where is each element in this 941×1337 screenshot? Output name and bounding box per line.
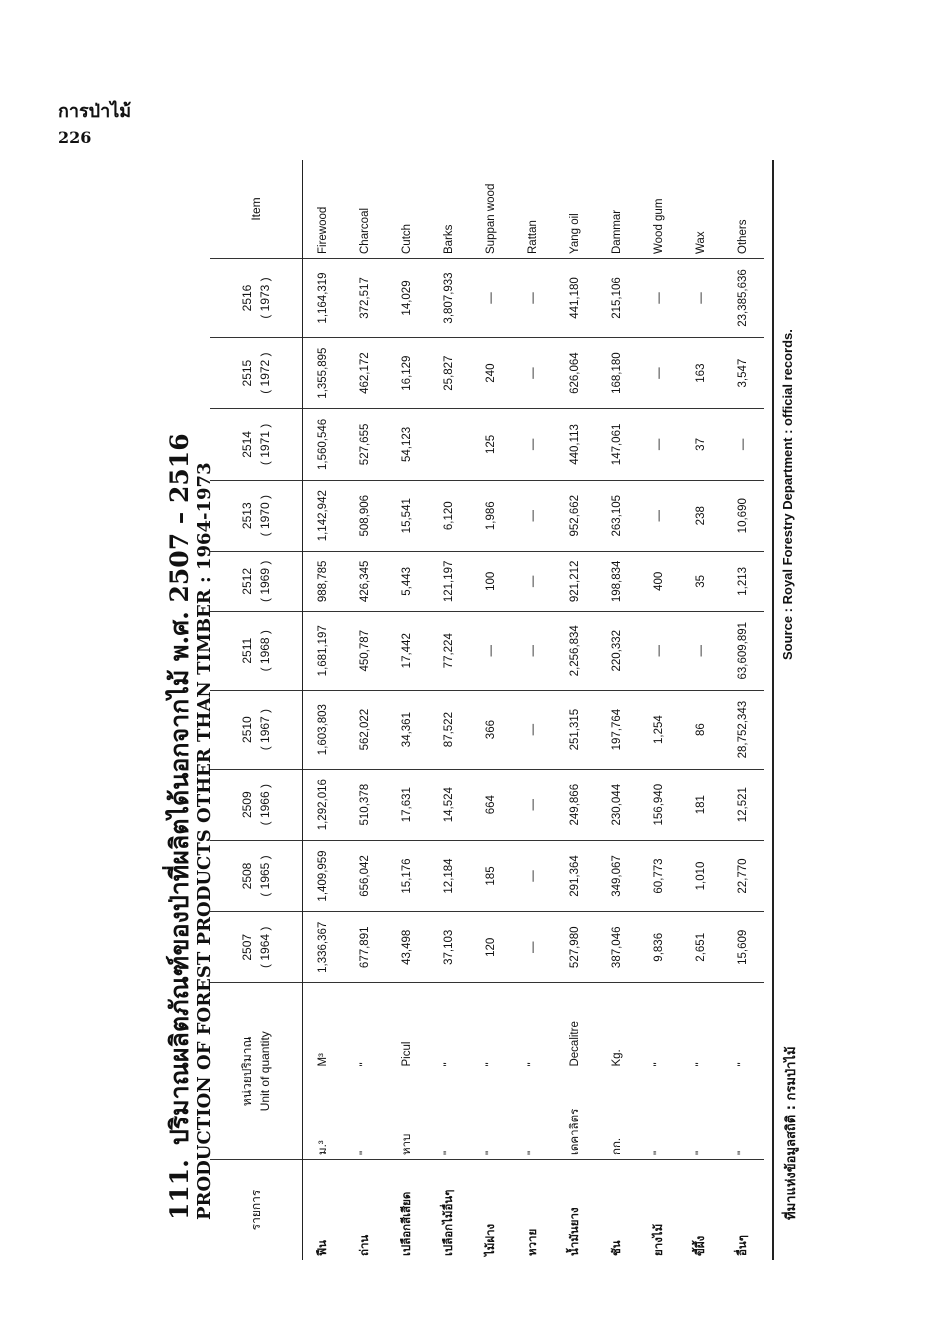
source-english: Source : Royal Forestry Department : official records. bbox=[780, 329, 795, 660]
value-cell: 656,042 bbox=[344, 840, 386, 911]
value-cell: 508,906 bbox=[344, 480, 386, 551]
value-cell: 5,443 bbox=[386, 551, 428, 611]
value-cell: 450,787 bbox=[344, 611, 386, 690]
value-cell: 168,180 bbox=[596, 337, 638, 408]
value-cell: 988,785 bbox=[302, 551, 344, 611]
value-cell: 440,113 bbox=[554, 409, 596, 480]
value-cell: — bbox=[638, 337, 680, 408]
value-cell: 86 bbox=[680, 690, 722, 769]
title-thai-text: ปริมาณผลิตภัณฑ์ของป่าที่ผลิตได้นอกจากไม้ พ.ศ. 2507 – 2516 bbox=[165, 433, 194, 1146]
year-ad: ( 1970 ) bbox=[257, 495, 272, 537]
year-ad: ( 1967 ) bbox=[257, 708, 272, 751]
value-cell: 1,355,895 bbox=[302, 337, 344, 408]
value-cell: — bbox=[722, 409, 764, 480]
table-body bbox=[302, 160, 764, 1260]
year-be: 2514 bbox=[239, 431, 254, 458]
value-cell: 263,105 bbox=[596, 480, 638, 551]
value-cell: 626,064 bbox=[554, 337, 596, 408]
item-thai-cell: ยางไม้ bbox=[651, 1223, 665, 1256]
table-title-english: PRODUCTION OF FOREST PRODUCTS OTHER THAN TIMBER : 1964-1973 bbox=[194, 462, 215, 1220]
value-cell: 100 bbox=[470, 551, 512, 611]
value-cell: 120 bbox=[470, 912, 512, 983]
col-header-year-5 bbox=[210, 551, 302, 611]
value-cell: — bbox=[638, 611, 680, 690]
value-cell: — bbox=[512, 480, 554, 551]
year-ad: ( 1973 ) bbox=[257, 277, 272, 319]
col-header-year-8 bbox=[210, 337, 302, 408]
value-cell: 2,651 bbox=[680, 912, 722, 983]
value-cell: 462,172 bbox=[344, 337, 386, 408]
value-cell: 527,980 bbox=[554, 912, 596, 983]
col-header-year-9 bbox=[210, 259, 302, 338]
value-cell: — bbox=[512, 551, 554, 611]
value-cell: 441,180 bbox=[554, 259, 596, 338]
source-thai: ที่มาแห่งข้อมูลสถิติ : กรมป่าไม้ bbox=[784, 1046, 799, 1220]
value-cell: 291,364 bbox=[554, 840, 596, 911]
table-number: 111. bbox=[165, 1159, 194, 1220]
col-header-unit bbox=[210, 983, 302, 1160]
item-english-cell: Suppan wood bbox=[470, 160, 512, 259]
value-cell: 1,681,197 bbox=[302, 611, 344, 690]
value-cell: 1,142,942 bbox=[302, 480, 344, 551]
value-cell: — bbox=[512, 611, 554, 690]
item-thai-cell: หวาย bbox=[525, 1228, 539, 1256]
unit-thai-cell: " bbox=[470, 1071, 512, 1160]
value-cell: 15,541 bbox=[386, 480, 428, 551]
unit-thai-cell: " bbox=[680, 1071, 722, 1160]
rotated-table-block bbox=[160, 160, 800, 1260]
value-cell: 677,891 bbox=[344, 912, 386, 983]
value-cell: — bbox=[512, 840, 554, 911]
value-cell: 238 bbox=[680, 480, 722, 551]
value-cell: 1,254 bbox=[638, 690, 680, 769]
value-cell: 562,022 bbox=[344, 690, 386, 769]
table-row bbox=[428, 160, 470, 1260]
value-cell: 185 bbox=[470, 840, 512, 911]
value-cell: 37,103 bbox=[428, 912, 470, 983]
table-row bbox=[554, 160, 596, 1260]
item-thai-cell: เปลือกไม้อื่นๆ bbox=[441, 1189, 455, 1256]
col-header-year-4 bbox=[210, 611, 302, 690]
unit-thai-cell: " bbox=[722, 1071, 764, 1160]
year-be: 2515 bbox=[239, 359, 254, 387]
unit-thai-cell: ม.³ bbox=[302, 1071, 344, 1160]
item-thai-cell: เปลือกสีเสียด bbox=[399, 1191, 413, 1256]
year-ad: ( 1971 ) bbox=[257, 423, 272, 466]
unit-english-cell: Picul bbox=[401, 1041, 413, 1067]
value-cell: 181 bbox=[680, 769, 722, 840]
col-header-year-7 bbox=[210, 409, 302, 480]
value-cell: 6,120 bbox=[428, 480, 470, 551]
item-thai-cell: อื่นๆ bbox=[735, 1235, 749, 1256]
value-cell: 1,603,803 bbox=[302, 690, 344, 769]
year-be: 2516 bbox=[239, 284, 254, 312]
item-english-cell: Charcoal bbox=[344, 160, 386, 259]
value-cell: — bbox=[512, 259, 554, 338]
value-cell: 1,336,367 bbox=[302, 912, 344, 983]
item-english-cell: Barks bbox=[428, 160, 470, 259]
value-cell: 17,631 bbox=[386, 769, 428, 840]
value-cell: — bbox=[638, 259, 680, 338]
value-cell: 87,522 bbox=[428, 690, 470, 769]
item-thai-cell: น้ำมันยาง bbox=[567, 1207, 581, 1256]
year-be: 2510 bbox=[239, 716, 254, 743]
running-header: การป่าไม้ bbox=[58, 101, 132, 122]
value-cell: 14,029 bbox=[386, 259, 428, 338]
bottom-rule bbox=[772, 160, 774, 1260]
unit-english-cell: Decalitre bbox=[569, 1021, 581, 1067]
value-cell: 15,609 bbox=[722, 912, 764, 983]
value-cell: 147,061 bbox=[596, 409, 638, 480]
year-be: 2508 bbox=[239, 862, 254, 890]
item-english-cell: Others bbox=[722, 160, 764, 259]
item-english-cell: Dammar bbox=[596, 160, 638, 259]
value-cell: 156,940 bbox=[638, 769, 680, 840]
value-cell: 220,332 bbox=[596, 611, 638, 690]
year-be: 2513 bbox=[239, 502, 254, 530]
item-thai-cell: ไม้ฝาง bbox=[483, 1223, 497, 1256]
value-cell: 240 bbox=[470, 337, 512, 408]
year-be: 2509 bbox=[239, 791, 254, 819]
value-cell: 17,442 bbox=[386, 611, 428, 690]
year-be: 2511 bbox=[239, 637, 254, 664]
value-cell: 249,866 bbox=[554, 769, 596, 840]
value-cell: 125 bbox=[470, 409, 512, 480]
value-cell: 349,067 bbox=[596, 840, 638, 911]
value-cell: 77,224 bbox=[428, 611, 470, 690]
unit-english-cell: " bbox=[653, 1062, 665, 1067]
value-cell: 426,345 bbox=[344, 551, 386, 611]
item-thai-cell: ชัน bbox=[609, 1240, 623, 1256]
value-cell: 387,046 bbox=[596, 912, 638, 983]
value-cell: — bbox=[638, 409, 680, 480]
col-header-year-2 bbox=[210, 769, 302, 840]
page-number: 226 bbox=[58, 128, 92, 147]
unit-english-cell: " bbox=[737, 1062, 749, 1067]
value-cell: 14,524 bbox=[428, 769, 470, 840]
value-cell: 34,361 bbox=[386, 690, 428, 769]
value-cell: — bbox=[512, 912, 554, 983]
value-cell: 25,827 bbox=[428, 337, 470, 408]
production-table bbox=[210, 160, 764, 1260]
item-english-cell: Rattan bbox=[512, 160, 554, 259]
col-header-year-1 bbox=[210, 840, 302, 911]
value-cell: 35 bbox=[680, 551, 722, 611]
year-ad: ( 1972 ) bbox=[257, 352, 272, 394]
item-english-cell: Wax bbox=[680, 160, 722, 259]
value-cell: 12,521 bbox=[722, 769, 764, 840]
table-row bbox=[680, 160, 722, 1260]
value-cell: 400 bbox=[638, 551, 680, 611]
item-thai-cell: ถ่าน bbox=[357, 1234, 371, 1256]
col-header-item-thai: รายการ bbox=[210, 1160, 302, 1261]
item-english-cell: Yang oil bbox=[554, 160, 596, 259]
value-cell bbox=[428, 409, 470, 480]
item-english-cell: Wood gum bbox=[638, 160, 680, 259]
table-row bbox=[722, 160, 764, 1260]
value-cell: 22,770 bbox=[722, 840, 764, 911]
value-cell: 1,010 bbox=[680, 840, 722, 911]
year-ad: ( 1964 ) bbox=[257, 926, 272, 968]
unit-thai-cell: หาบ bbox=[386, 1071, 428, 1160]
col-header-unit-thai: หน่วยปริมาณ bbox=[239, 1036, 254, 1107]
value-cell: 9,836 bbox=[638, 912, 680, 983]
col-header-year-6 bbox=[210, 480, 302, 551]
table-row bbox=[470, 160, 512, 1260]
year-ad: ( 1966 ) bbox=[257, 784, 272, 826]
unit-english-cell: " bbox=[359, 1062, 371, 1067]
value-cell: — bbox=[512, 337, 554, 408]
year-be: 2512 bbox=[239, 567, 254, 595]
header-row bbox=[210, 160, 302, 1260]
value-cell: — bbox=[470, 611, 512, 690]
value-cell: 60,773 bbox=[638, 840, 680, 911]
unit-thai-cell: เดคาลิตร bbox=[554, 1071, 596, 1160]
unit-english-cell: M³ bbox=[317, 1053, 330, 1067]
value-cell: 12,184 bbox=[428, 840, 470, 911]
item-english-cell: Cutch bbox=[386, 160, 428, 259]
unit-english-cell: " bbox=[527, 1062, 539, 1067]
unit-english-cell: " bbox=[695, 1062, 707, 1067]
value-cell: 1,292,016 bbox=[302, 769, 344, 840]
value-cell: 921,212 bbox=[554, 551, 596, 611]
value-cell: 1,164,319 bbox=[302, 259, 344, 338]
value-cell: — bbox=[638, 480, 680, 551]
value-cell: — bbox=[512, 690, 554, 769]
value-cell: 2,256,834 bbox=[554, 611, 596, 690]
value-cell: — bbox=[470, 259, 512, 338]
value-cell: — bbox=[680, 259, 722, 338]
value-cell: 952,662 bbox=[554, 480, 596, 551]
unit-thai-cell: กก. bbox=[596, 1071, 638, 1160]
col-header-unit-english: Unit of quantity bbox=[257, 1031, 272, 1112]
unit-thai-cell: " bbox=[428, 1071, 470, 1160]
table-row bbox=[638, 160, 680, 1260]
value-cell: 15,176 bbox=[386, 840, 428, 911]
col-header-year-3 bbox=[210, 690, 302, 769]
value-cell: 63,609,891 bbox=[722, 611, 764, 690]
value-cell: 3,807,933 bbox=[428, 259, 470, 338]
unit-thai-cell: " bbox=[638, 1071, 680, 1160]
value-cell: 28,752,343 bbox=[722, 690, 764, 769]
col-header-item-english: Item bbox=[210, 160, 302, 259]
value-cell: 121,197 bbox=[428, 551, 470, 611]
table-row bbox=[344, 160, 386, 1260]
unit-english-cell: " bbox=[485, 1062, 497, 1067]
value-cell: 1,986 bbox=[470, 480, 512, 551]
year-ad: ( 1969 ) bbox=[257, 560, 272, 603]
value-cell: 215,106 bbox=[596, 259, 638, 338]
col-header-year-0 bbox=[210, 912, 302, 983]
value-cell: 3,547 bbox=[722, 337, 764, 408]
value-cell: 10,690 bbox=[722, 480, 764, 551]
table-row bbox=[386, 160, 428, 1260]
value-cell: 54,123 bbox=[386, 409, 428, 480]
item-english-cell: Firewood bbox=[302, 160, 344, 259]
value-cell: 510,378 bbox=[344, 769, 386, 840]
value-cell: 197,764 bbox=[596, 690, 638, 769]
value-cell: 366 bbox=[470, 690, 512, 769]
value-cell: 16,129 bbox=[386, 337, 428, 408]
year-ad: ( 1968 ) bbox=[257, 630, 272, 672]
item-thai-cell: ฟืน bbox=[315, 1239, 330, 1256]
unit-english-cell: " bbox=[443, 1062, 455, 1067]
value-cell: 664 bbox=[470, 769, 512, 840]
value-cell: — bbox=[512, 769, 554, 840]
unit-thai-cell: " bbox=[512, 1071, 554, 1160]
table-row bbox=[512, 160, 554, 1260]
value-cell: 372,517 bbox=[344, 259, 386, 338]
value-cell: 230,044 bbox=[596, 769, 638, 840]
unit-english-cell: Kg. bbox=[611, 1049, 623, 1067]
value-cell: 198,834 bbox=[596, 551, 638, 611]
value-cell: — bbox=[680, 611, 722, 690]
table-row bbox=[302, 160, 344, 1260]
value-cell: — bbox=[512, 409, 554, 480]
value-cell: 1,560,546 bbox=[302, 409, 344, 480]
year-ad: ( 1965 ) bbox=[257, 855, 272, 897]
item-thai-cell: ขี้ผึ้ง bbox=[693, 1235, 707, 1256]
value-cell: 251,315 bbox=[554, 690, 596, 769]
table-row bbox=[596, 160, 638, 1260]
value-cell: 37 bbox=[680, 409, 722, 480]
value-cell: 43,498 bbox=[386, 912, 428, 983]
value-cell: 1,213 bbox=[722, 551, 764, 611]
value-cell: 1,409,959 bbox=[302, 840, 344, 911]
value-cell: 163 bbox=[680, 337, 722, 408]
year-be: 2507 bbox=[239, 933, 254, 961]
value-cell: 23,385,636 bbox=[722, 259, 764, 338]
value-cell: 527,655 bbox=[344, 409, 386, 480]
unit-thai-cell: " bbox=[344, 1071, 386, 1160]
